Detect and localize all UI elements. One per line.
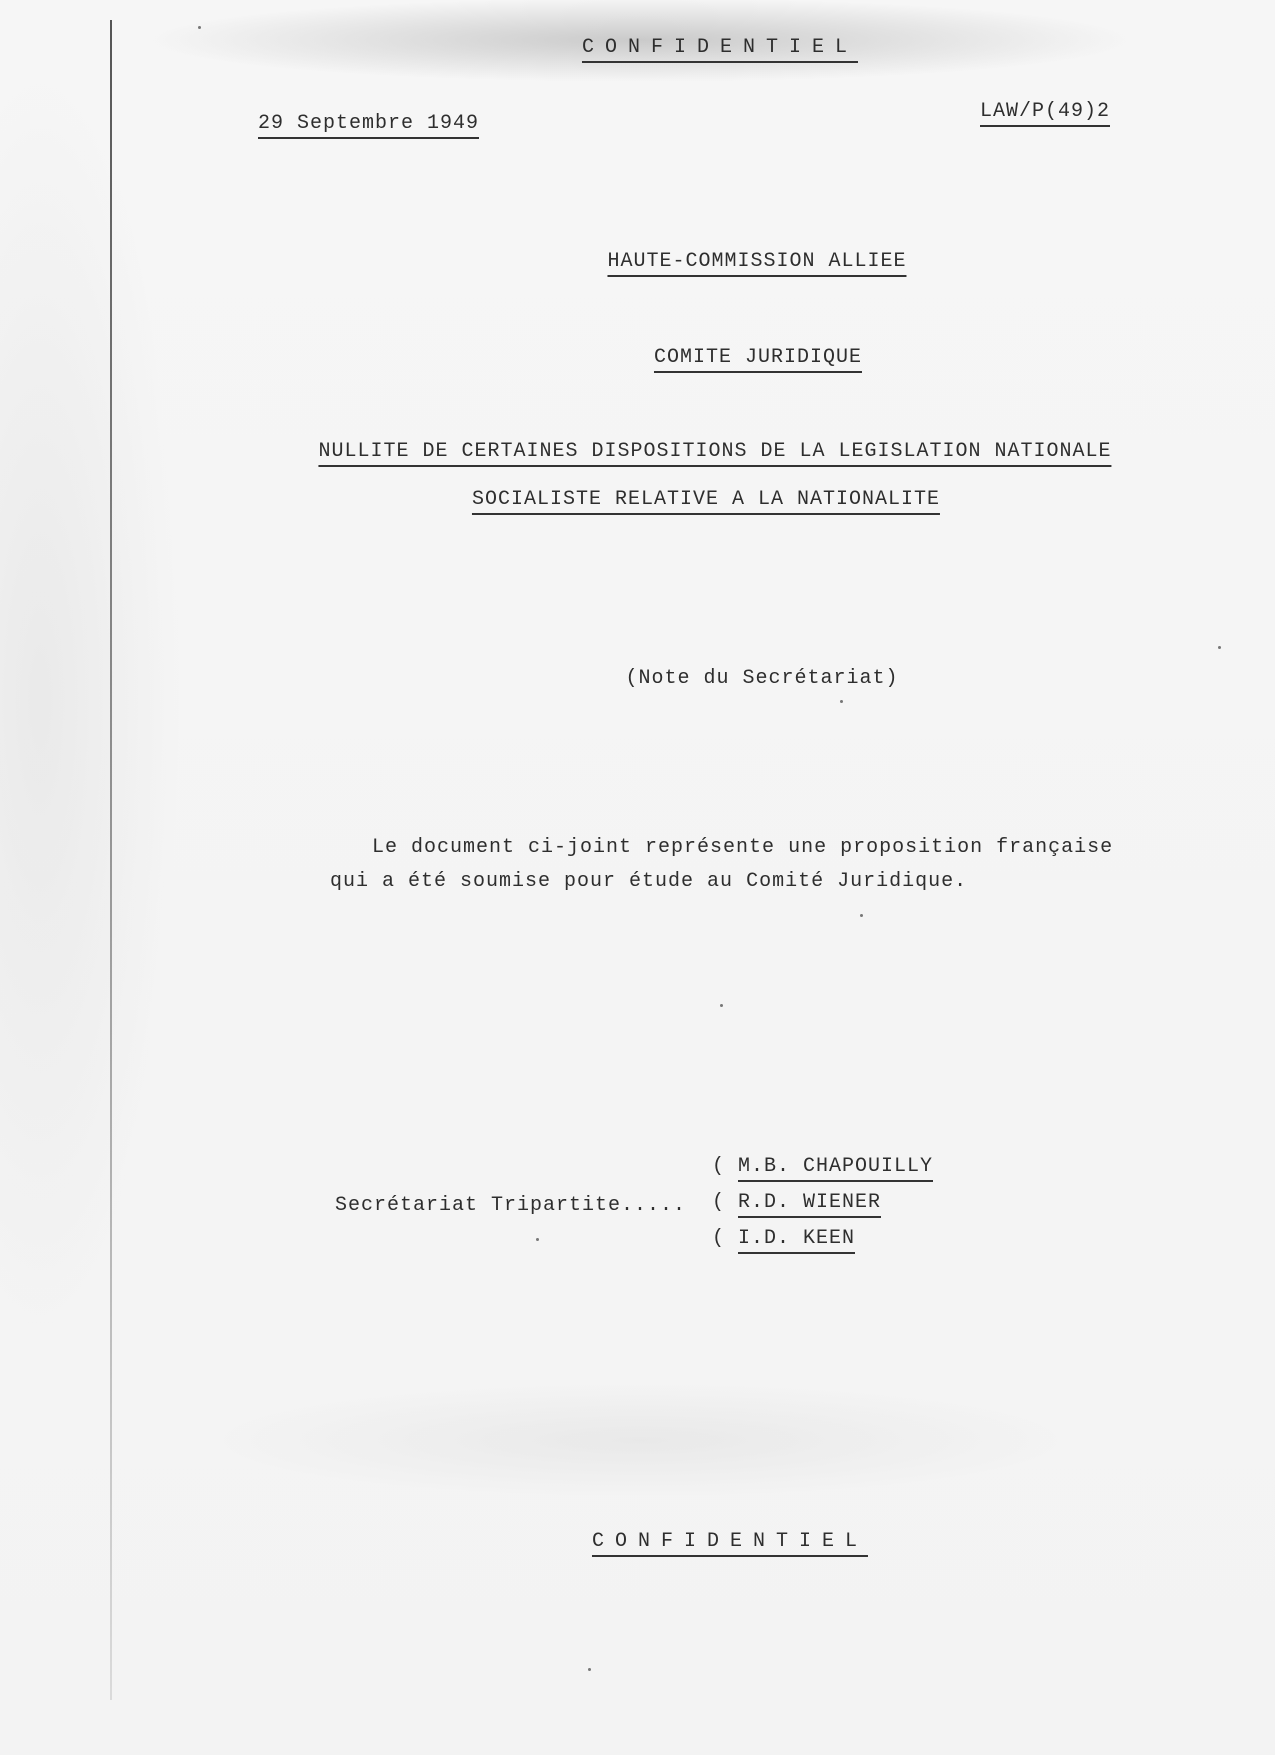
organisation-title: HAUTE-COMMISSION ALLIEE <box>607 250 906 277</box>
document-reference: LAW/P(49)2 <box>980 100 1110 127</box>
body-line-1: Le document ci-joint représente une proposition française <box>372 836 1114 859</box>
signatory-list <box>712 1155 933 1263</box>
speck <box>588 1668 591 1671</box>
signature-label: Secrétariat Tripartite..... <box>335 1194 687 1217</box>
speck <box>720 1004 723 1007</box>
subject-title-line2: SOCIALISTE RELATIVE A LA NATIONALITE <box>472 488 940 515</box>
signatory-name: M.B. CHAPOUILLY <box>738 1155 933 1182</box>
speck <box>536 1238 539 1241</box>
speck <box>840 700 843 703</box>
classification-footer: CONFIDENTIEL <box>592 1530 868 1557</box>
body-line-2: qui a été soumise pour étude au Comité Juridique. <box>330 870 968 893</box>
bracket-glyph: ( <box>712 1227 726 1250</box>
subject-title-line1: NULLITE DE CERTAINES DISPOSITIONS DE LA LEGISLATION NATIONALE <box>318 440 1111 467</box>
signatory-row <box>712 1227 933 1263</box>
signatory-row <box>712 1191 933 1227</box>
bracket-glyph: ( <box>712 1191 726 1214</box>
secretariat-note: (Note du Secrétariat) <box>625 667 899 690</box>
signatory-row <box>712 1155 933 1191</box>
speck <box>860 914 863 917</box>
speck <box>1218 646 1221 649</box>
signatory-name: R.D. WIENER <box>738 1191 881 1218</box>
signatory-name: I.D. KEEN <box>738 1227 855 1254</box>
speck <box>198 26 201 29</box>
document-date: 29 Septembre 1949 <box>258 112 479 139</box>
page-edge-shadow <box>110 20 112 1700</box>
classification-header: CONFIDENTIEL <box>582 36 858 63</box>
bracket-glyph: ( <box>712 1155 726 1178</box>
committee-title: COMITE JURIDIQUE <box>654 346 862 373</box>
